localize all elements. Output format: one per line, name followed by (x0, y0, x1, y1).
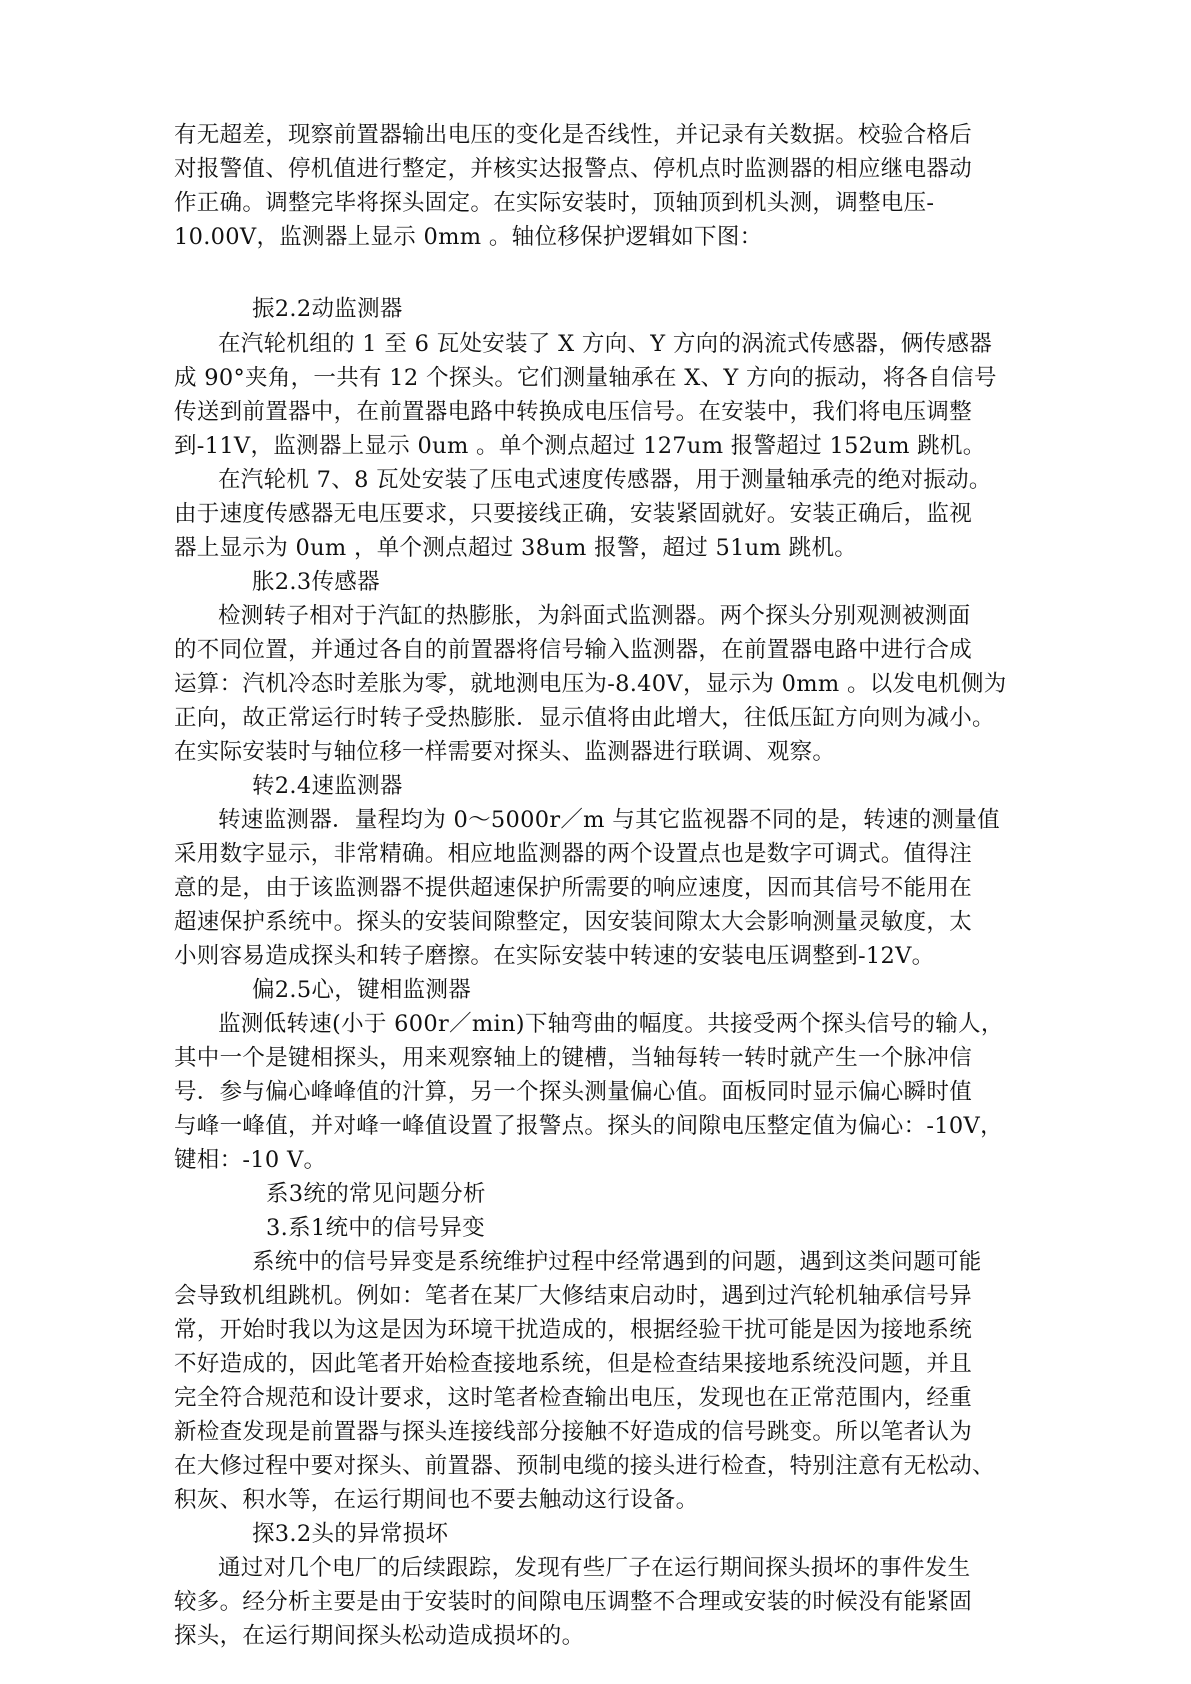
text-line: 到-11V，监测器上显示 0um 。单个测点超过 127um 报警超过 152um 跳机。 (174, 433, 986, 459)
text-line: 完全符合规范和设计要求，这时笔者检查输出电压，发现也在正常范围内，经重 (174, 1385, 973, 1411)
text-line: 有无超差，现察前置器输出电压的变化是否线性，并记录有关数据。校验合格后 (174, 122, 973, 148)
section-heading-2-2: 振2.2动监测器 (252, 296, 403, 322)
text-line: 在汽轮机 7、8 瓦处安装了压电式速度传感器，用于测量轴承壳的绝对振动。 (218, 467, 992, 493)
section-heading-3: 系3统的常见问题分析 (266, 1181, 486, 1207)
text-line: 与峰一峰值，并对峰一峰值设置了报警点。探头的间隙电压整定值为偏心：-10V， (174, 1113, 1003, 1139)
text-line: 对报警值、停机值进行整定，并核实达报警点、停机点时监测器的相应继电器动 (174, 156, 973, 182)
text-line: 超速保护系统中。探头的安装间隙整定，因安装间隙太大会影响测量灵敏度，太 (174, 909, 973, 935)
section-heading-3-1: 3.系1统中的信号异变 (266, 1215, 486, 1241)
text-line: 键相：-10 V。 (174, 1147, 327, 1173)
text-line: 其中一个是键相探头，用来观察轴上的键槽，当轴每转一转时就产生一个脉冲信 (174, 1045, 973, 1071)
text-line: 小则容易造成探头和转子磨擦。在实际安装中转速的安装电压调整到-12V。 (174, 943, 935, 969)
text-line: 不好造成的，因此笔者开始检查接地系统，但是检查结果接地系统没问题，并且 (174, 1351, 973, 1377)
text-line: 的不同位置，并通过各自的前置器将信号输入监测器，在前置器电路中进行合成 (174, 637, 973, 663)
text-line: 在汽轮机组的 1 至 6 瓦处安装了 X 方向、Y 方向的涡流式传感器，俩传感器 (218, 331, 993, 357)
text-line: 检测转子相对于汽缸的热膨胀，为斜面式监测器。两个探头分别观测被测面 (218, 603, 971, 629)
text-line: 较多。经分析主要是由于安装时的间隙电压调整不合理或安装的时候没有能紧固 (174, 1589, 973, 1615)
text-line: 意的是，由于该监测器不提供超速保护所需要的响应速度，因而其信号不能用在 (174, 875, 973, 901)
text-line: 新检查发现是前置器与探头连接线部分接触不好造成的信号跳变。所以笔者认为 (174, 1419, 973, 1445)
text-line: 运算：汽机冷态时差胀为零，就地测电压为-8.40V，显示为 0mm 。以发电机侧为 (174, 671, 1007, 697)
text-line: 通过对几个电厂的后续跟踪，发现有些厂子在运行期间探头损坏的事件发生 (218, 1555, 971, 1581)
text-line: 系统中的信号异变是系统维护过程中经常遇到的问题，遇到这类问题可能 (252, 1249, 982, 1275)
text-line: 作正确。调整完毕将探头固定。在实际安装时，顶轴顶到机头测，调整电压- (174, 190, 935, 216)
section-heading-3-2: 探3.2头的异常损坏 (252, 1521, 449, 1547)
text-line: 成 90°夹角，一共有 12 个探头。它们测量轴承在 X、Y 方向的振动，将各自信号 (174, 365, 997, 391)
text-line: 探头，在运行期间探头松动造成损坏的。 (174, 1623, 585, 1649)
section-heading-2-4: 转2.4速监测器 (252, 773, 403, 799)
section-heading-2-5: 偏2.5心，键相监测器 (252, 977, 472, 1003)
text-line: 器上显示为 0um ，单个测点超过 38um 报警，超过 51um 跳机。 (174, 535, 858, 561)
text-line: 转速监测器．量程均为 0～5000r／m 与其它监视器不同的是，转速的测量值 (218, 807, 1000, 833)
text-line: 常，开始时我以为这是因为环境干扰造成的，根据经验干扰可能是因为接地系统 (174, 1317, 973, 1343)
text-line: 10.00V，监测器上显示 0mm 。轴位移保护逻辑如下图： (174, 224, 763, 250)
text-line: 监测低转速(小于 600r／min)下轴弯曲的幅度。共接受两个探头信号的输人， (218, 1011, 1004, 1037)
text-line: 采用数字显示，非常精确。相应地监测器的两个设置点也是数字可调式。值得注 (174, 841, 973, 867)
text-line: 号．参与偏心峰峰值的汁算，另一个探头测量偏心值。面板同时显示偏心瞬时值 (174, 1079, 973, 1105)
section-heading-2-3: 胀2.3传感器 (252, 569, 380, 595)
text-line: 传送到前置器中，在前置器电路中转换成电压信号。在安装中，我们将电压调整 (174, 399, 973, 425)
text-line: 在大修过程中要对探头、前置器、预制电缆的接头进行检查，特别注意有无松动、 (174, 1453, 995, 1479)
text-line: 会导致机组跳机。例如：笔者在某厂大修结束启动时，遇到过汽轮机轴承信号异 (174, 1283, 973, 1309)
text-line: 由于速度传感器无电压要求，只要接线正确，安装紧固就好。安装正确后，监视 (174, 501, 973, 527)
text-line: 正向，故正常运行时转子受热膨胀．显示值将由此增大，往低压缸方向则为减小。 (174, 705, 995, 731)
text-line: 在实际安装时与轴位移一样需要对探头、监测器进行联调、观察。 (174, 739, 836, 765)
text-line: 积灰、积水等，在运行期间也不要去触动这行设备。 (174, 1487, 699, 1513)
